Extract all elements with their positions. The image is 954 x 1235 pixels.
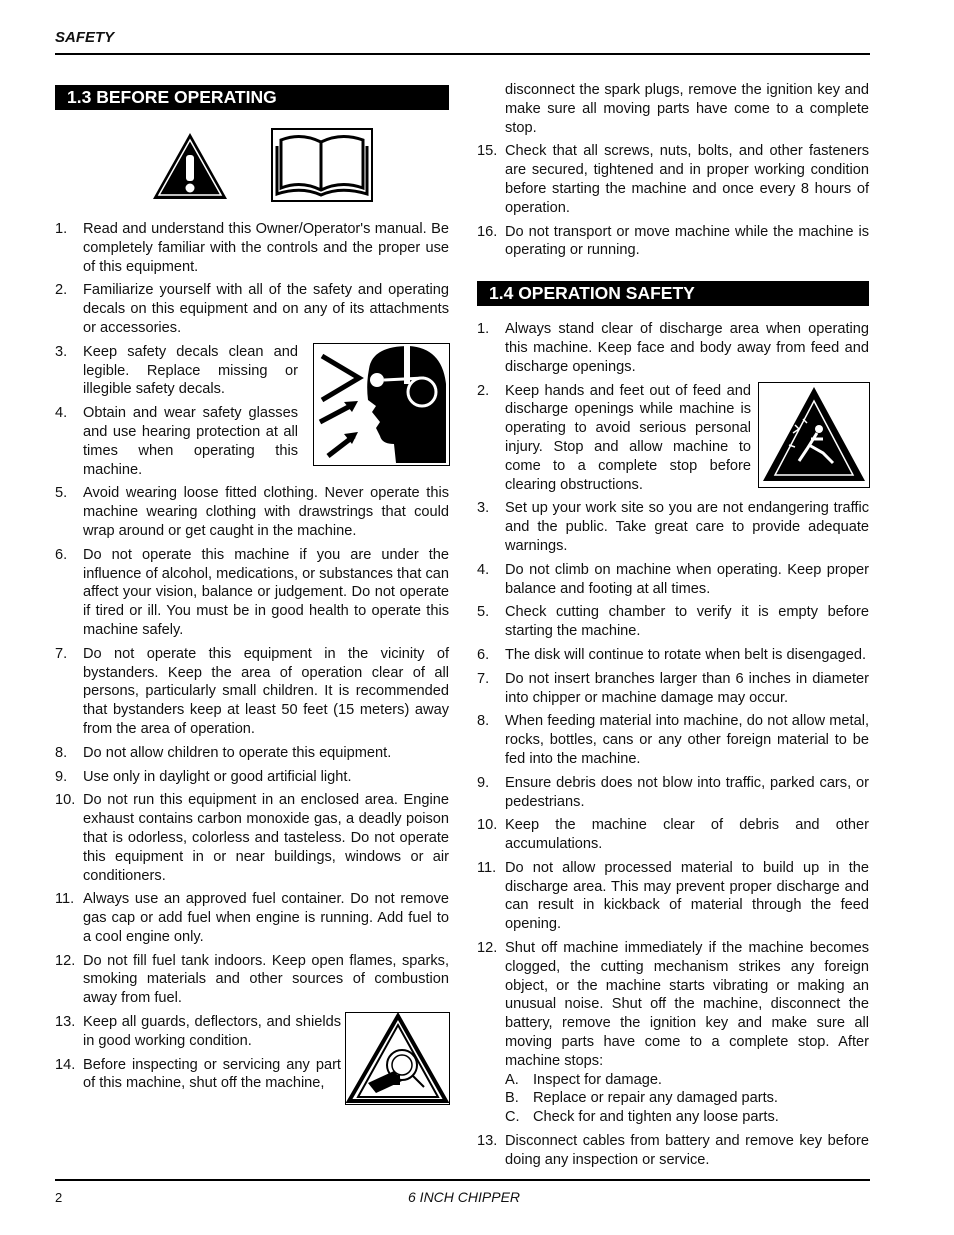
- list-item: 13. Disconnect cables from battery and remove key before doing any inspection or service.: [477, 1133, 869, 1168]
- continued-text: disconnect the spark plugs, remove the ignition key and make sure all moving parts have come to a complete stop.: [505, 82, 869, 136]
- list-item: 8. When feeding material into machine, do not allow metal, rocks, bottles, cans or any other foreign material to be fed into the machine.: [477, 713, 869, 767]
- list-item: 4. Do not climb on machine when operating. Keep proper balance and footing at all times.: [477, 561, 869, 597]
- list-item: 2. Keep hands and feet out of feed and discharge openings while machine is operating to avoid serious personal injury. Stop and allow machine to come to a complete stop before clearing obstructions.: [477, 382, 751, 493]
- page-number: 2: [55, 1190, 63, 1205]
- list-item: 11. Do not allow processed material to build up in the discharge area. This may prevent proper discharge and can result in kickback of material through the feed opening.: [477, 859, 869, 933]
- running-header: SAFETY: [55, 29, 115, 46]
- list-item: 10. Do not run this equipment in an enclosed area. Engine exhaust contains carbon monoxide gas, a deadly poison that is odorless, colorless and tasteless. Do not operate this equipment in or near buildings, windows or air conditioners.: [55, 792, 449, 884]
- list-item: 9. Ensure debris does not blow into traffic, parked cars, or pedestrians.: [477, 774, 869, 810]
- list-item: 2. Familiarize yourself with all of the safety and operating decals on this equipment and on any of its attachments or accessories.: [55, 282, 449, 336]
- list-item: 13. Keep all guards, deflectors, and shields in good working condition.: [55, 1014, 341, 1049]
- list-item: 11. Always use an approved fuel container. Do not remove gas cap or add fuel when engine is running. Add fuel to a cool engine only.: [55, 891, 449, 945]
- footer-rule: [55, 1179, 870, 1181]
- list-item: 1. Read and understand this Owner/Operator's manual. Be completely familiar with the controls and the proper use of this equipment.: [55, 221, 449, 275]
- left-column: [55, 85, 449, 1098]
- list-item: 8. Do not allow children to operate this equipment.: [55, 744, 392, 761]
- list-item: 14. Before inspecting or servicing any part of this machine, shut off the machine,: [55, 1056, 341, 1092]
- list-item: 6. Do not operate this machine if you are under the influence of alcohol, medications, or substances that can affect your vision, balance or judgement. Do not operate if tired or ill. You must be in good health to operate this machine safely.: [55, 546, 449, 638]
- thrown-objects-warning-icon: [758, 382, 870, 488]
- list-item: 7. Do not operate this equipment in the vicinity of bystanders. Keep the area of operation clear of all persons, particularly small children. It is recommended that bystanders keep at least 50 feet (15 meters) away from the area of operation.: [55, 645, 449, 737]
- list-item: 5. Avoid wearing loose fitted clothing. Never operate this machine wearing clothing with drawstrings that could wrap around or get caught in the machine.: [55, 485, 449, 539]
- list-item: 6. The disk will continue to rotate when belt is disengaged.: [477, 646, 867, 663]
- footer-title: 6 INCH CHIPPER: [408, 1189, 521, 1205]
- list-item: 9. Use only in daylight or good artificial light.: [55, 768, 352, 785]
- warning-triangle-icon: [150, 130, 230, 202]
- sub-list-item: A. Inspect for damage.: [505, 1071, 662, 1088]
- right-column: [477, 81, 869, 1175]
- entanglement-warning-icon: [345, 1012, 450, 1105]
- list-item: 10. Keep the machine clear of debris and other accumulations.: [477, 817, 869, 853]
- list-item: 3. Set up your work site so you are not endangering traffic and the public. Take great care to provide adequate warnings.: [477, 500, 869, 554]
- list-item: 3. Keep safety decals clean and legible. Replace missing or illegible safety decals.: [55, 343, 298, 398]
- header-rule: [55, 53, 870, 55]
- list-item: 7. Do not insert branches larger than 6 inches in diameter into chipper or machine damage may occur.: [477, 670, 869, 706]
- icon-row: [55, 110, 449, 220]
- list-item: 1. Always stand clear of discharge area when operating this machine. Keep face and body away from feed and discharge openings.: [477, 321, 869, 375]
- manual-book-icon: [271, 128, 373, 202]
- list-item: 12. Shut off machine immediately if the machine becomes clogged, the cutting mechanism strikes any foreign object, or the machine starts vibrating or making an unusual noise. Shut off the machine, disconnect the battery, remove the ignition key and make sure all moving parts have come to a complete stop. After machine stops:: [477, 940, 869, 1069]
- sub-list-item: B. Replace or repair any damaged parts.: [505, 1090, 778, 1107]
- section-heading-before-operating: 1.3 BEFORE OPERATING: [55, 85, 449, 110]
- section-heading-operation-safety: 1.4 OPERATION SAFETY: [477, 281, 869, 306]
- list-item: 5. Check cutting chamber to verify it is empty before starting the machine.: [477, 604, 869, 640]
- list-item: 4. Obtain and wear safety glasses and use hearing protection at all times when operating this machine.: [55, 405, 298, 478]
- list-item: 12. Do not fill fuel tank indoors. Keep open flames, sparks, smoking materials and other sources of combustion away from fuel.: [55, 952, 449, 1007]
- sub-list-item: C. Check for and tighten any loose parts.: [505, 1109, 779, 1126]
- list-item: 16. Do not transport or move machine while the machine is operating or running.: [477, 223, 869, 259]
- list-item: 15. Check that all screws, nuts, bolts, and other fasteners are secured, tightened and in proper working condition before starting the machine and once every 8 hours of operation.: [477, 143, 869, 216]
- safety-glasses-hearing-icon: [313, 343, 450, 466]
- sub-list: [477, 1071, 869, 1127]
